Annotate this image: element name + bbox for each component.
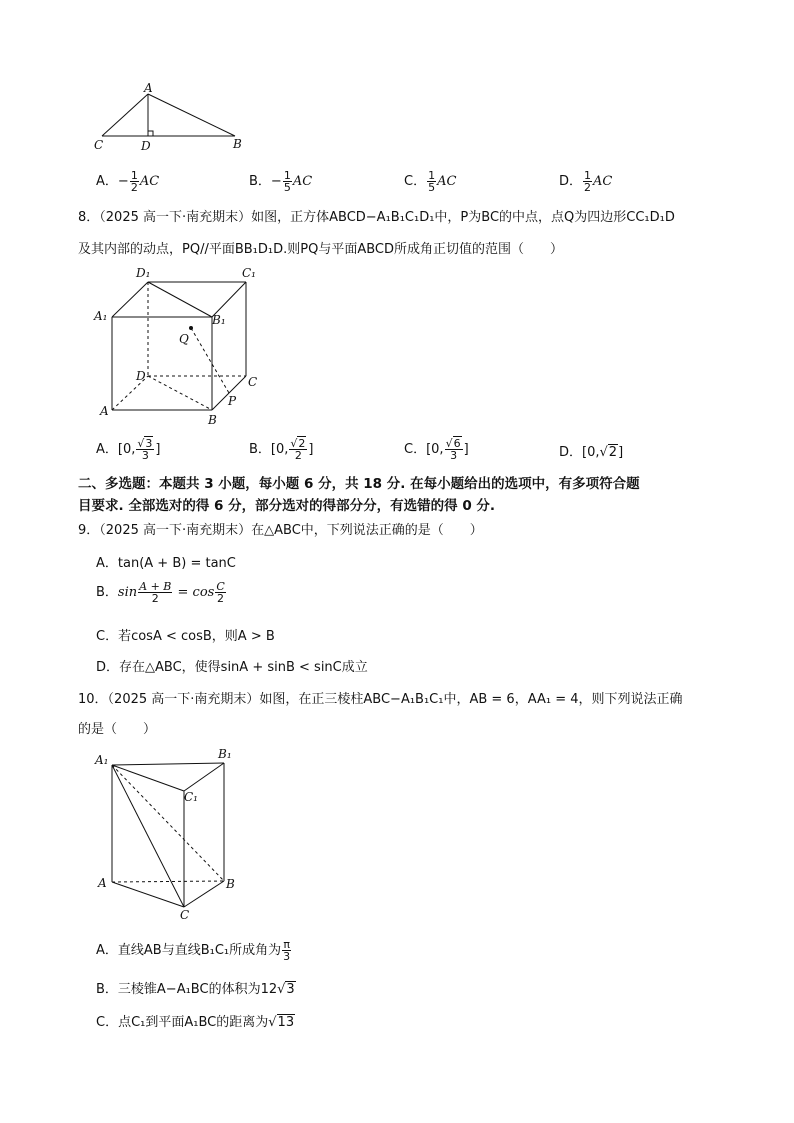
section-heading-line2: 目要求. 全部选对的得 6 分，部分选对的得部分分，有选错的得 0 分.: [78, 498, 496, 514]
q8-option-c[interactable]: C．[0, $\frac{√6}{3}$ ]: [404, 437, 469, 462]
triangle-figure: [90, 80, 250, 155]
label-B: B: [208, 413, 217, 427]
q8-option-d[interactable]: D．[0,√2]: [559, 445, 624, 460]
q7-option-d[interactable]: D． $\frac{1}{2}$ AC: [559, 169, 613, 194]
section-heading-line1: 二、多选题：本题共 3 小题，每小题 6 分，共 18 分. 在每小题给出的选项中，有多项符合题: [78, 476, 640, 492]
label-B: B: [226, 877, 235, 891]
label-C: C: [180, 908, 190, 922]
q10-option-b[interactable]: B．三棱锥A−A₁BC的体积为12√3: [96, 982, 295, 997]
q9-option-d[interactable]: D．存在△ABC，使得sinA + sinB < sinC成立: [96, 660, 368, 675]
label-A1: A₁: [95, 753, 109, 767]
q10-option-a[interactable]: A．直线AB与直线B₁C₁所成角为 $\frac{\pi}{3}$: [96, 938, 291, 963]
q9-stem: 9．（2025 高一下·南充期末）在△ABC中，下列说法正确的是（ ）: [78, 523, 483, 538]
q9-option-b[interactable]: B．sin $\frac{A + B}{2}$ = cos $\frac{C}{2}$: [96, 580, 225, 605]
q8-stem-line1: 8．（2025 高一下·南充期末）如图，正方体ABCD−A₁B₁C₁D₁中，P为BC的中点，点Q为四边形CC₁D₁D: [78, 210, 675, 225]
q10-option-c[interactable]: C．点C₁到平面A₁BC的距离为√13: [96, 1015, 295, 1030]
label-B1: B₁: [218, 747, 232, 761]
label-D1: D₁: [136, 266, 151, 280]
q8-stem-line2: 及其内部的动点，PQ//平面BB₁D₁D.则PQ与平面ABCD所成角正切值的范围（ ）: [78, 242, 563, 257]
label-Q: Q: [179, 332, 189, 346]
label-B1: B₁: [212, 313, 226, 327]
q10-stem-line2: 的是（ ）: [78, 722, 157, 737]
q8-option-a[interactable]: A．[0, $\frac{√3}{3}$ ]: [96, 437, 161, 462]
label-C1: C₁: [184, 790, 198, 804]
label-A: A: [144, 81, 153, 95]
q7-option-a[interactable]: A．− $\frac{1}{2}$ AC: [96, 169, 160, 194]
q9-option-a[interactable]: A．tan(A + B) = tanC: [96, 556, 236, 571]
prism-figure: [92, 745, 252, 925]
cube-figure: [92, 262, 272, 432]
label-D: D: [141, 139, 151, 153]
q10-stem-line1: 10．（2025 高一下·南充期末）如图，在正三棱柱ABC−A₁B₁C₁中，AB = 6，AA₁ = 4，则下列说法正确: [78, 692, 683, 707]
label-C: C: [94, 138, 104, 152]
label-C: C: [248, 375, 258, 389]
label-B: B: [233, 137, 242, 151]
label-A: A: [100, 404, 109, 418]
q7-option-c[interactable]: C． $\frac{1}{5}$ AC: [404, 169, 457, 194]
label-A1: A₁: [94, 309, 108, 323]
label-P: P: [228, 394, 237, 408]
q7-option-b[interactable]: B．− $\frac{1}{5}$ AC: [249, 169, 313, 194]
label-A: A: [98, 876, 107, 890]
label-D: D: [136, 369, 146, 383]
q9-option-c[interactable]: C．若cosA < cosB，则A > B: [96, 629, 275, 644]
label-C1: C₁: [242, 266, 256, 280]
q8-option-b[interactable]: B．[0, $\frac{√2}{2}$ ]: [249, 437, 314, 462]
